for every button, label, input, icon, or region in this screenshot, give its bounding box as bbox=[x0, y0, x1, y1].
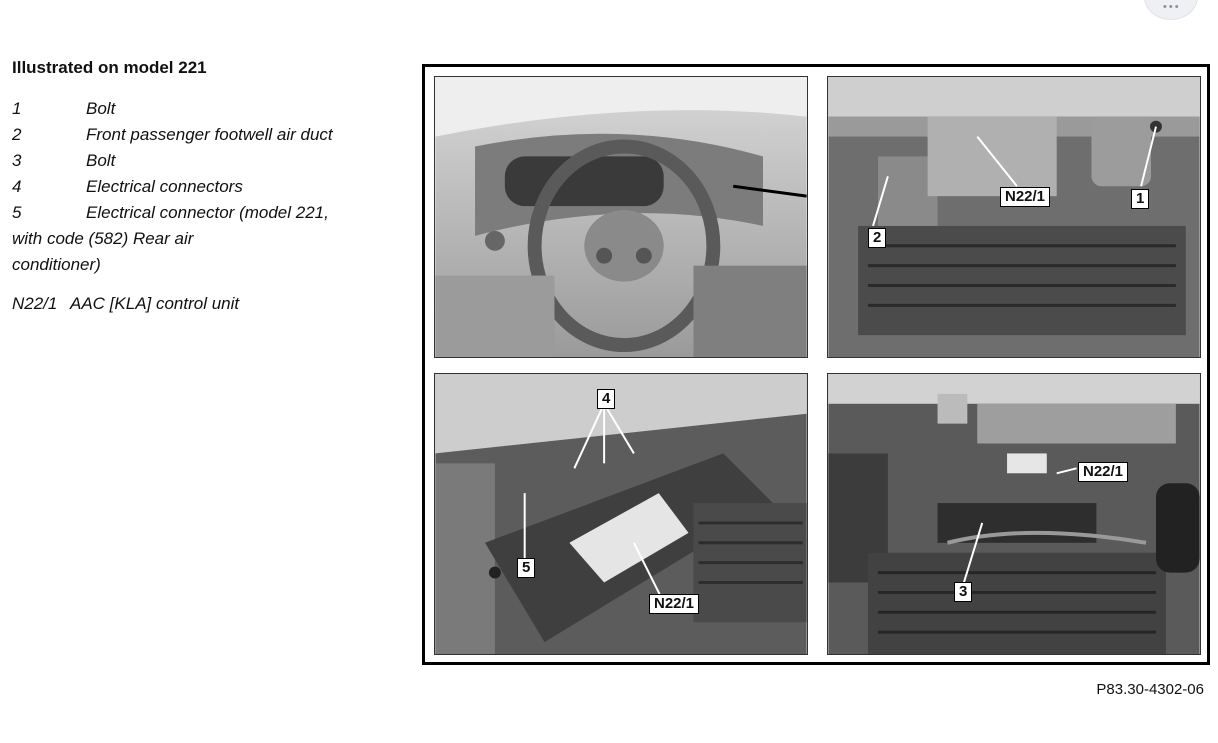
callout-2: 2 bbox=[868, 228, 886, 248]
figure bbox=[422, 64, 1210, 665]
bolt-mount-illustration bbox=[828, 374, 1200, 654]
callout-n22-bottom-right: N22/1 bbox=[1078, 462, 1128, 482]
legend-item-2: 2 Front passenger footwell air duct bbox=[12, 125, 333, 144]
callout-1: 1 bbox=[1131, 189, 1149, 209]
legend-control-unit: N22/1 AAC [KLA] control unit bbox=[12, 294, 240, 313]
photo-interior bbox=[434, 76, 808, 358]
photo-bolt-mount bbox=[827, 373, 1201, 655]
interior-illustration bbox=[435, 77, 807, 357]
corner-badge[interactable] bbox=[1144, 0, 1198, 20]
callout-3: 3 bbox=[954, 582, 972, 602]
legend bbox=[12, 58, 392, 317]
callout-4: 4 bbox=[597, 389, 615, 409]
legend-title: Illustrated on model 221 bbox=[12, 58, 207, 77]
callout-5: 5 bbox=[517, 558, 535, 578]
legend-item-1: 1 Bolt bbox=[12, 99, 116, 118]
legend-item-5: 5 Electrical connector (model 221, bbox=[12, 203, 329, 222]
legend-item-3: 3 Bolt bbox=[12, 151, 116, 170]
dots-icon: ••• bbox=[1163, 1, 1181, 13]
photo-control-unit-connectors bbox=[434, 373, 808, 655]
legend-item-5-continuation: with code (582) Rear air conditioner) bbox=[12, 229, 194, 274]
legend-item-4: 4 Electrical connectors bbox=[12, 177, 243, 196]
figure-reference: P83.30-4302-06 bbox=[1096, 681, 1204, 698]
callout-n22-bottom-left: N22/1 bbox=[649, 594, 699, 614]
footwell-duct-illustration bbox=[828, 77, 1200, 357]
callout-n22-top-right: N22/1 bbox=[1000, 187, 1050, 207]
photo-footwell-duct bbox=[827, 76, 1201, 358]
control-unit-illustration bbox=[435, 374, 807, 654]
